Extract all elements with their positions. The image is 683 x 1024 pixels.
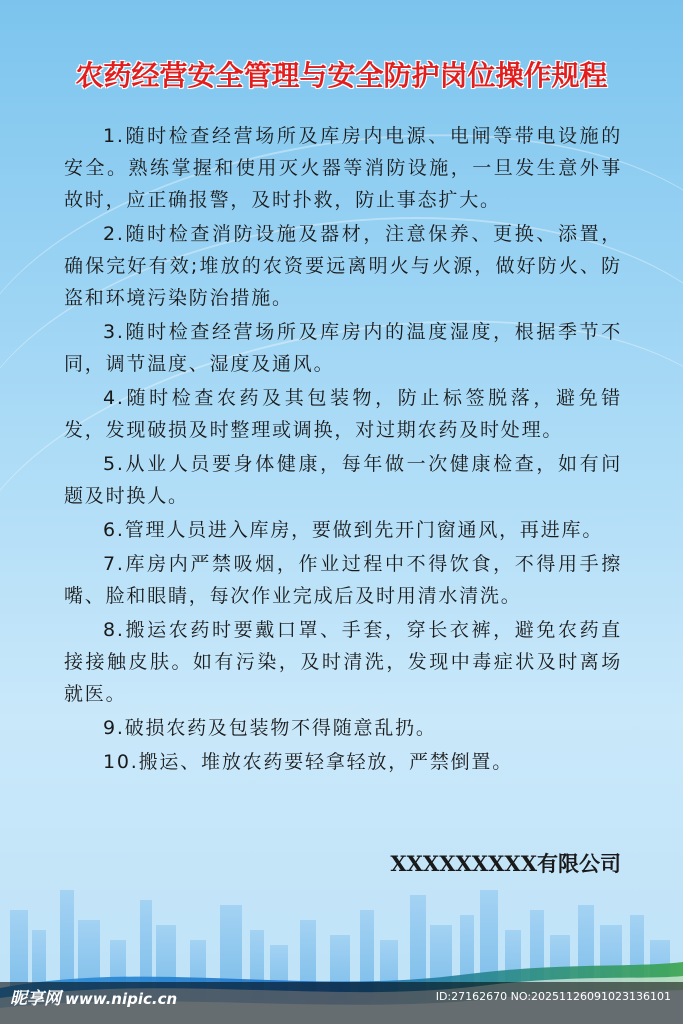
- rule-item: 5.从业人员要身体健康，每年做一次健康检查，如有问题及时换人。: [64, 453, 622, 507]
- rule-item: 2.随时检查消防设施及器材，注意保养、更换、添置，确保完好有效;堆放的农资要远离明火与火源，做好防火、防盗和环境污染防治措施。: [64, 223, 622, 309]
- watermark-id: ID:27162670 NO:20251126091023136101: [435, 990, 671, 1003]
- rule-item: 3.随时检查经营场所及库房内的温度湿度，根据季节不同，调节温度、湿度及通风。: [64, 321, 622, 375]
- watermark-logo: [10, 984, 177, 1009]
- rule-item: 6.管理人员进入库房，要做到先开门窗通风，再进库。: [103, 519, 604, 541]
- rule-item: 7.库房内严禁吸烟，作业过程中不得饮食，不得用手擦嘴、脸和眼睛，每次作业完成后及时用清水清洗。: [64, 553, 622, 607]
- rule-item: 1.随时检查经营场所及库房内电源、电闸等带电设施的安全。熟练掌握和使用灭火器等消防设施，一旦发生意外事故时，应正确报警，及时扑救，防止事态扩大。: [64, 125, 622, 211]
- rule-item: 8.搬运农药时要戴口罩、手套，穿长衣裤，避免农药直接接触皮肤。如有污染，及时清洗，发现中毒症状及时离场就医。: [64, 619, 622, 705]
- company-name: XXXXXXXXX有限公司: [390, 851, 621, 876]
- poster-title: 农药经营安全管理与安全防护岗位操作规程: [75, 59, 608, 92]
- rule-item: 10.搬运、堆放农药要轻拿轻放，严禁倒置。: [103, 751, 514, 773]
- rules-list: [64, 120, 622, 780]
- rule-item: 9.破损农药及包装物不得随意乱扔。: [103, 717, 437, 739]
- watermark-logo-text: 昵享网: [10, 989, 61, 1009]
- rule-item: 4.随时检查农药及其包装物，防止标签脱落，避免错发，发现破损及时整理或调换，对过期农药及时处理。: [64, 387, 622, 441]
- watermark-url: www.nipic.cn: [65, 990, 178, 1008]
